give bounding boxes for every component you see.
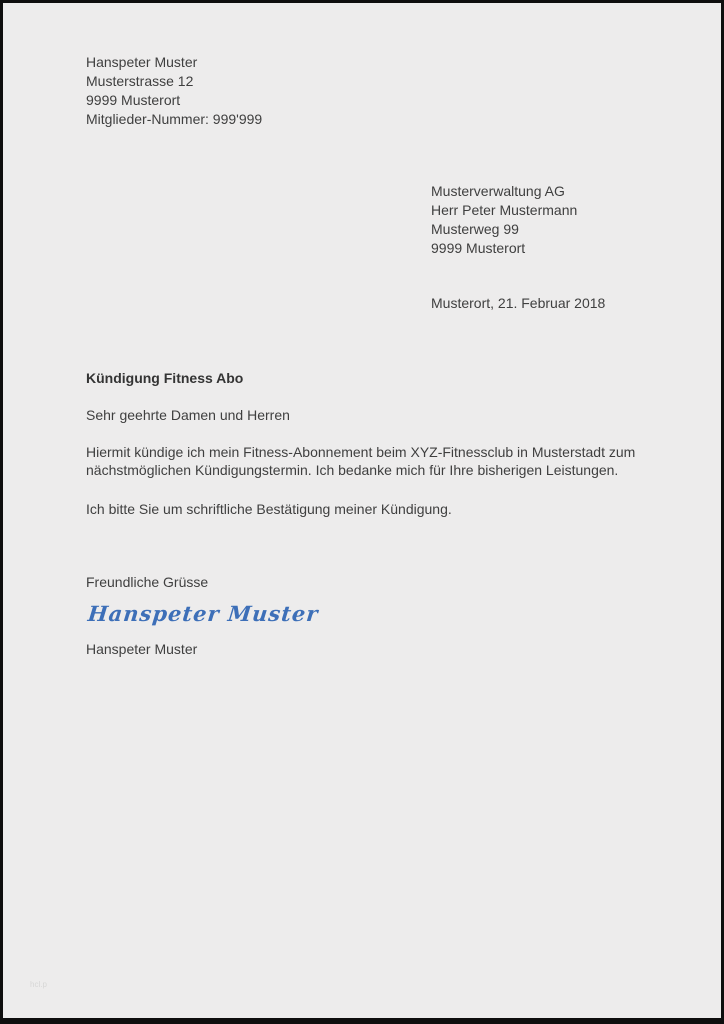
signed-name: Hanspeter Muster — [86, 641, 198, 657]
body-paragraph-1: Hiermit kündige ich mein Fitness-Abonnement beim XYZ-Fitnessclub in Musterstadt zum nächstmöglichen Kündigungstermin. Ich bedanke mich für Ihre bisherigen Leistungen. — [86, 444, 636, 478]
recipient-contact: Herr Peter Mustermann — [431, 202, 578, 218]
recipient-city: 9999 Musterort — [431, 240, 526, 256]
sender-name: Hanspeter Muster — [86, 54, 198, 70]
closing-line: Freundliche Grüsse — [86, 574, 209, 590]
subject-line: Kündigung Fitness Abo — [86, 370, 244, 386]
salutation: Sehr geehrte Damen und Herren — [86, 407, 290, 423]
sender-city: 9999 Musterort — [86, 92, 181, 108]
sender-street: Musterstrasse 12 — [86, 73, 194, 89]
place-date-line: Musterort, 21. Februar 2018 — [431, 295, 606, 311]
sender-address-block — [86, 53, 262, 129]
handwritten-signature: Hanspeter Muster — [86, 601, 320, 626]
recipient-street: Musterweg 99 — [431, 221, 519, 237]
recipient-address-block — [431, 182, 577, 258]
body-paragraph-2: Ich bitte Sie um schriftliche Bestätigung meiner Kündigung. — [86, 501, 452, 517]
watermark-text: hcl.p — [30, 980, 47, 989]
sender-member-number: Mitglieder-Nummer: 999'999 — [86, 111, 263, 127]
recipient-company: Musterverwaltung AG — [431, 183, 565, 199]
